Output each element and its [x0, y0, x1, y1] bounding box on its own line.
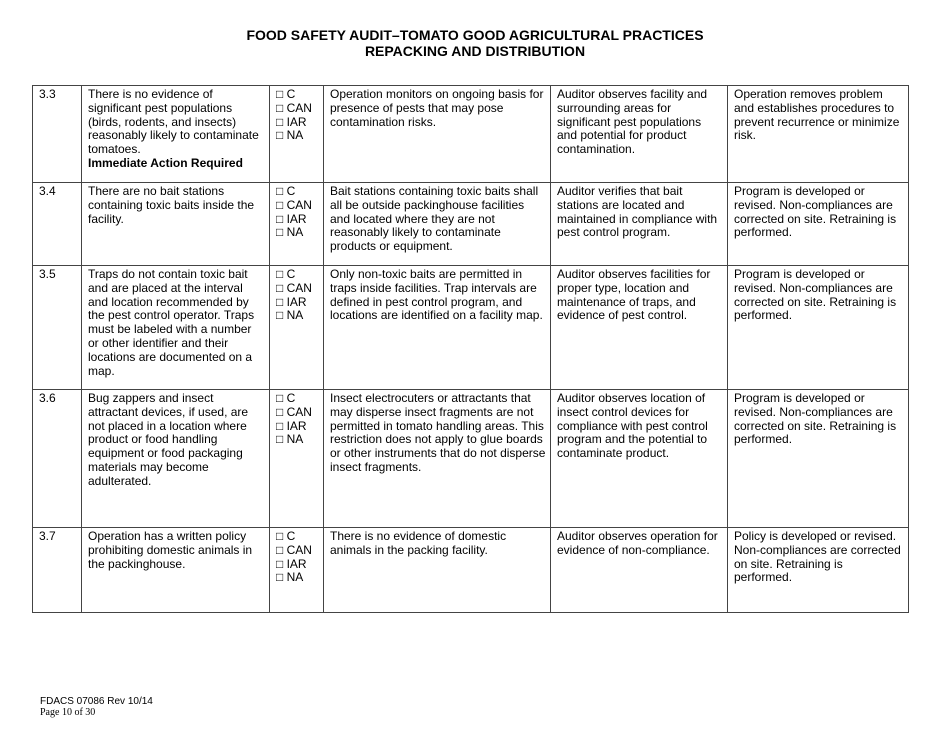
table-row: [33, 390, 909, 528]
row-number: 3.4: [33, 183, 82, 266]
option-can-checkbox[interactable]: □ CAN: [276, 404, 312, 419]
expectation-cell: Insect electrocuters or attractants that may disperse insect fragments are not permitted in tomato handling areas. This restriction does not apply to glue boards or other instruments that do not disperse insect fragments.: [324, 390, 551, 528]
verification-cell: Auditor observes location of insect control devices for compliance with pest control program and the potential to contaminate product.: [551, 390, 728, 528]
audit-table: [32, 85, 909, 613]
corrective-action-cell: Program is developed or revised. Non-compliances are corrected on site. Retraining is performed.: [728, 183, 909, 266]
table-row: [33, 266, 909, 390]
row-number: 3.7: [33, 528, 82, 613]
corrective-action-cell: Program is developed or revised. Non-compliances are corrected on site. Retraining is performed.: [728, 266, 909, 390]
verification-cell: Auditor observes facilities for proper type, location and maintenance of traps, and evidence of pest control.: [551, 266, 728, 390]
verification-cell: Auditor observes operation for evidence of non-compliance.: [551, 528, 728, 613]
page-number: Page 10 of 30: [40, 707, 96, 718]
compliance-options: [270, 86, 324, 183]
compliance-options: [270, 183, 324, 266]
option-can-checkbox[interactable]: □ CAN: [276, 542, 312, 557]
form-identifier: FDACS 07086 Rev 10/14: [40, 696, 153, 707]
option-c-checkbox[interactable]: □ C: [276, 391, 296, 405]
immediate-action-note: Immediate Action Required: [88, 155, 243, 170]
requirement-cell: Traps do not contain toxic bait and are placed at the interval and location recommended by the pest control operator. Traps must be labeled with a number or other identifier and their locations are documented on a map.: [82, 266, 270, 390]
expectation-cell: There is no evidence of domestic animals in the packing facility.: [324, 528, 551, 613]
table-row: [33, 183, 909, 266]
option-na-checkbox[interactable]: □ NA: [276, 225, 304, 240]
option-iar-checkbox[interactable]: □ IAR: [276, 556, 307, 571]
option-iar-checkbox[interactable]: □ IAR: [276, 294, 307, 309]
requirement-cell: There are no bait stations containing toxic baits inside the facility.: [82, 183, 270, 266]
expectation-cell: Bait stations containing toxic baits shall all be outside packinghouse facilities and located where they are not reasonably likely to contaminate products or equipment.: [324, 183, 551, 266]
option-iar-checkbox[interactable]: □ IAR: [276, 211, 307, 226]
corrective-action-cell: Operation removes problem and establishes procedures to prevent recurrence or minimize risk.: [728, 86, 909, 183]
expectation-cell: Only non-toxic baits are permitted in traps inside facilities. Trap intervals are defined in pest control program, and locations are identified on a facility map.: [324, 266, 551, 390]
option-c-checkbox[interactable]: □ C: [276, 184, 296, 198]
option-c-checkbox[interactable]: □ C: [276, 87, 296, 101]
expectation-cell: Operation monitors on ongoing basis for presence of pests that may pose contamination risks.: [324, 86, 551, 183]
option-can-checkbox[interactable]: □ CAN: [276, 197, 312, 212]
requirement-cell: Operation has a written policy prohibiting domestic animals in the packinghouse.: [82, 528, 270, 613]
compliance-options: [270, 528, 324, 613]
table-row: [33, 86, 909, 183]
row-number: 3.6: [33, 390, 82, 528]
row-number: 3.5: [33, 266, 82, 390]
document-title: FOOD SAFETY AUDIT–TOMATO GOOD AGRICULTURAL PRACTICES: [246, 27, 704, 43]
compliance-options: [270, 390, 324, 528]
option-iar-checkbox[interactable]: □ IAR: [276, 114, 307, 129]
page-footer: [40, 696, 153, 718]
corrective-action-cell: Program is developed or revised. Non-compliances are corrected on site. Retraining is performed.: [728, 390, 909, 528]
table-row: [33, 528, 909, 613]
option-can-checkbox[interactable]: □ CAN: [276, 280, 312, 295]
option-na-checkbox[interactable]: □ NA: [276, 128, 304, 143]
requirement-cell: Bug zappers and insect attractant devices, if used, are not placed in a location where product or food handling equipment or food packaging materials may become adulterated.: [82, 390, 270, 528]
verification-cell: Auditor observes facility and surrounding areas for significant pest populations and potential for product contamination.: [551, 86, 728, 183]
compliance-options: [270, 266, 324, 390]
option-can-checkbox[interactable]: □ CAN: [276, 100, 312, 115]
option-iar-checkbox[interactable]: □ IAR: [276, 418, 307, 433]
requirement-text: There is no evidence of significant pest populations (birds, rodents, and insects) reasonably likely to contaminate tomatoes.: [88, 87, 259, 157]
requirement-cell: [82, 86, 270, 183]
option-c-checkbox[interactable]: □ C: [276, 529, 296, 543]
verification-cell: Auditor verifies that bait stations are located and maintained in compliance with pest control program.: [551, 183, 728, 266]
row-number: 3.3: [33, 86, 82, 183]
option-c-checkbox[interactable]: □ C: [276, 267, 296, 281]
option-na-checkbox[interactable]: □ NA: [276, 570, 304, 585]
option-na-checkbox[interactable]: □ NA: [276, 308, 304, 323]
corrective-action-cell: Policy is developed or revised. Non-compliances are corrected on site. Retraining is performed.: [728, 528, 909, 613]
document-subtitle: REPACKING AND DISTRIBUTION: [364, 43, 586, 59]
option-na-checkbox[interactable]: □ NA: [276, 432, 304, 447]
